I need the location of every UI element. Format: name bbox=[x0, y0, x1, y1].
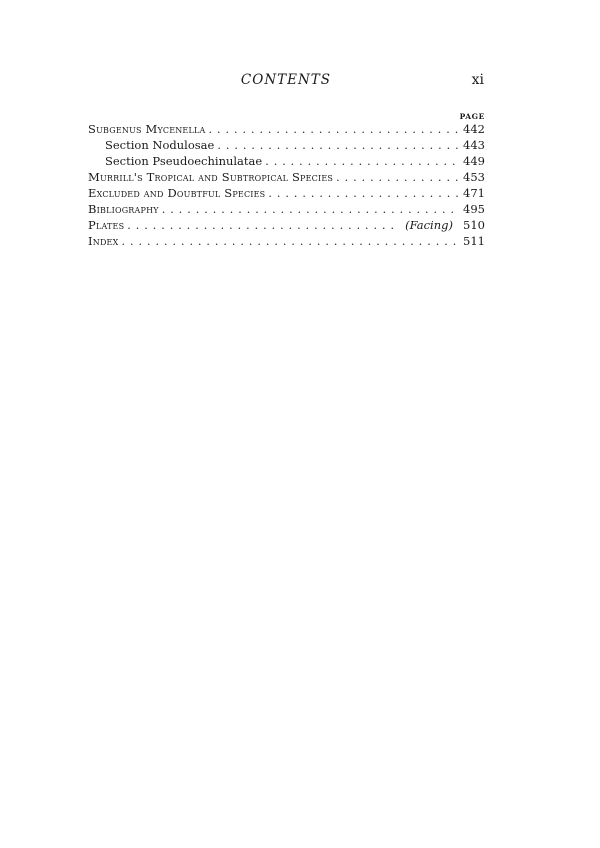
page-title: CONTENTS bbox=[240, 72, 332, 88]
dot-leader bbox=[336, 171, 459, 184]
toc-entry-plates bbox=[88, 218, 485, 234]
toc-entry-page: 449 bbox=[463, 154, 485, 168]
toc-entry-subgenus-mycenella bbox=[88, 122, 485, 138]
dot-leader bbox=[122, 235, 460, 248]
toc-entry-excluded-species bbox=[88, 186, 485, 202]
toc-entry-page: 442 bbox=[463, 122, 485, 136]
dot-leader bbox=[162, 203, 459, 216]
toc-entry-page: 510 bbox=[463, 218, 485, 232]
toc-entry-page: 511 bbox=[463, 234, 485, 248]
running-head bbox=[88, 72, 484, 90]
toc-entry-label: Excluded and Doubtful Species bbox=[88, 186, 266, 200]
toc-entry-page: 443 bbox=[463, 138, 485, 152]
page-number: xi bbox=[471, 72, 484, 88]
toc-entry-label: Bibliography bbox=[88, 202, 159, 216]
toc-entry-page: 495 bbox=[463, 202, 485, 216]
toc-entry-label: Subgenus Mycenella bbox=[88, 122, 206, 136]
toc-entry-murrills-species bbox=[88, 170, 485, 186]
dot-leader bbox=[268, 187, 459, 200]
toc-entry-label: Section Nodulosae bbox=[105, 138, 215, 152]
toc-entry-page: 453 bbox=[463, 170, 485, 184]
toc-entry-label: Plates bbox=[88, 218, 125, 232]
dot-leader bbox=[217, 139, 459, 152]
toc-entry-section-nodulosae bbox=[88, 138, 485, 154]
toc-entry-label: Index bbox=[88, 234, 119, 248]
table-of-contents bbox=[88, 122, 485, 250]
dot-leader bbox=[265, 155, 459, 168]
toc-entry-index bbox=[88, 234, 485, 250]
toc-entry-section-pseudoechinulatae bbox=[88, 154, 485, 170]
page-column-label: PAGE bbox=[459, 112, 485, 121]
toc-entry-label: Section Pseudoechinulatae bbox=[105, 154, 263, 168]
dot-leader bbox=[127, 219, 399, 232]
toc-entry-page: 471 bbox=[463, 186, 485, 200]
toc-entry-bibliography bbox=[88, 202, 485, 218]
toc-entry-label: Murrill's Tropical and Subtropical Species bbox=[88, 170, 334, 184]
toc-entry-facing-note: (Facing) bbox=[405, 218, 453, 232]
dot-leader bbox=[208, 123, 459, 136]
